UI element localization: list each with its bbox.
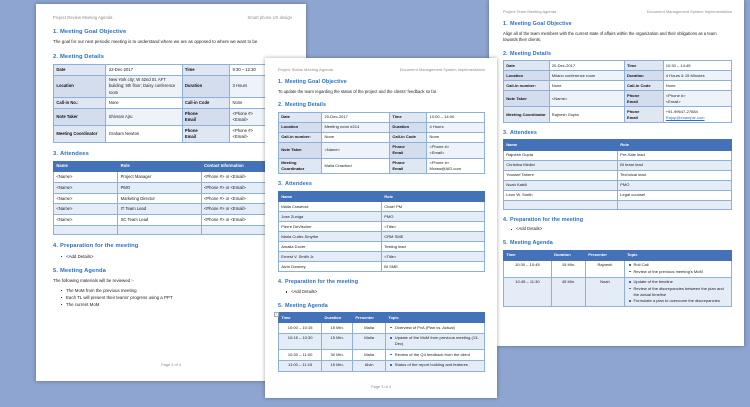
detail-value: <Name> — [549, 91, 624, 107]
detail-label: Phone Email — [390, 142, 427, 158]
detail-label: Meeting Coordinator — [279, 158, 322, 174]
table-cell: Technical lead — [618, 170, 732, 180]
table-row — [54, 125, 292, 142]
section-title: Meeting Agenda — [510, 240, 553, 247]
header-left-text: Project Team Meeting Agenda — [503, 9, 557, 14]
agenda-time: 10:00 – 10:15 — [279, 323, 322, 334]
detail-value: <Phone #> Mcraw@AID.com — [427, 158, 485, 174]
section-number: 4. — [278, 279, 283, 286]
agenda-topic-item: Review of the discrepancies between the plan and the actual timeline — [634, 286, 729, 298]
agenda-duration: 45 Min. — [551, 277, 585, 306]
attendees-table — [278, 191, 485, 272]
detail-label: Time — [624, 61, 663, 71]
section-number: 5. — [503, 240, 508, 247]
detail-label: Duration — [390, 122, 427, 132]
table-cell: Christina Medici — [504, 160, 618, 170]
meeting-agenda-table — [278, 312, 485, 371]
section-heading-goal — [503, 21, 732, 27]
detail-value: 10:00 – 14:00 — [427, 112, 485, 122]
table-cell: <Name> — [54, 215, 118, 226]
table-cell: <Phone #> or <Email> — [201, 183, 291, 194]
section-heading-preparation — [503, 217, 732, 223]
document-header — [278, 67, 485, 72]
detail-label: Call-in Code — [390, 132, 427, 142]
table-row — [54, 215, 292, 226]
table-cell: <Phone #> or <Email> — [201, 193, 291, 204]
attendees-body — [279, 202, 485, 272]
table-cell: PMO — [618, 180, 732, 190]
attendees-body — [504, 150, 732, 209]
meeting-details-table — [278, 112, 485, 175]
section-number: 3. — [278, 181, 283, 188]
detail-label: Meeting Coordinator — [54, 125, 106, 142]
preparation-bullets — [278, 289, 485, 296]
agenda-duration: 30 Min. — [322, 350, 353, 361]
section-number: 3. — [503, 129, 508, 136]
table-cell: BI team lead — [618, 160, 732, 170]
section-heading-goal — [278, 79, 485, 85]
agenda-duration: 15 Min. — [322, 323, 353, 334]
goal-body-text: Align all of the team members with the current state of affairs within the organization and their obligations as a team towards their clients. — [503, 30, 717, 42]
agenda-duration: 15 Min. — [322, 333, 353, 350]
agenda-body — [504, 260, 732, 307]
table-row-empty — [54, 225, 292, 235]
table-cell: Amalia Dover — [279, 242, 382, 252]
table-cell: Chair/ PM — [382, 202, 485, 212]
column-header: Role — [118, 161, 201, 172]
agenda-presenter: Rajnesh — [586, 260, 625, 277]
table-cell: Youssef Tahere — [504, 170, 618, 180]
table-row — [54, 183, 292, 194]
section-title: Meeting Goal Objective — [510, 21, 572, 27]
detail-label: Date — [54, 64, 106, 75]
header-right-text: Document Management System Implementation — [399, 67, 485, 72]
detail-label: Phone Email — [182, 109, 230, 126]
table-row — [279, 132, 485, 142]
details-body — [279, 112, 485, 174]
section-heading-attendees — [278, 181, 485, 187]
table-row — [279, 112, 485, 122]
detail-value: <Phone #> <Email> — [230, 109, 292, 126]
table-row — [279, 222, 485, 232]
section-number: 1. — [53, 29, 59, 35]
section-heading-preparation — [53, 243, 292, 249]
table-cell: Pre-Sale lead — [618, 150, 732, 160]
table-row — [54, 109, 292, 126]
detail-label: Call-in No.: — [54, 98, 106, 109]
table-row — [279, 232, 485, 242]
table-cell: <Name> — [54, 193, 118, 204]
table-row — [279, 242, 485, 252]
table-row — [279, 333, 485, 350]
column-header: Name — [504, 140, 618, 150]
detail-value: Shivram Ajru — [106, 109, 182, 126]
table-cell: Rajnesh Gupta — [504, 150, 618, 160]
table-cell: <Title> — [382, 222, 485, 232]
attendees-table — [503, 139, 732, 209]
section-title: Meeting Details — [510, 50, 552, 57]
table-row — [504, 61, 732, 71]
section-heading-details — [53, 54, 292, 60]
agenda-presenter: Alvin — [353, 360, 386, 371]
detail-label: Call-in Code — [182, 98, 230, 109]
column-header: Duration — [322, 313, 353, 323]
section-title: Meeting Details — [60, 53, 105, 60]
section-number: 4. — [53, 243, 59, 250]
table-row — [279, 350, 485, 361]
detail-value: <Name> — [322, 142, 390, 158]
detail-label: Phone Email — [390, 158, 427, 174]
section-heading-attendees — [53, 151, 292, 157]
detail-value: None — [427, 132, 485, 142]
detail-label: Call-in Code — [624, 81, 663, 91]
detail-value: +91-99647-27884 Rajup@example.com — [663, 107, 731, 123]
section-title: Attendees — [285, 181, 312, 188]
section-heading-details — [503, 51, 732, 57]
document-header — [53, 15, 292, 20]
detail-value: None — [106, 98, 182, 109]
table-cell: <Phone #> or <Email> — [201, 215, 291, 226]
agenda-topic-item: Formulate a plan to overcome the discrepancies — [634, 298, 729, 304]
bullet-item: The MoM from the previous meeting — [66, 287, 292, 294]
section-number: 3. — [53, 150, 59, 157]
bullet-item: Each TL will present their teams' progress using a PPT — [66, 294, 292, 301]
table-cell: Leon W. Smith — [504, 190, 618, 200]
agenda-topic-item: Overview of PvA (Plan vs. Actual) — [395, 325, 482, 331]
column-header: Contact Information — [201, 161, 291, 172]
header-left-text: Project Review Meeting Agenda — [53, 15, 113, 20]
detail-label: Date — [279, 112, 322, 122]
agenda-presenter: Malia — [353, 323, 386, 334]
column-header: Topic — [624, 250, 731, 260]
table-move-handle[interactable]: ✛ — [275, 313, 278, 317]
attendees-body — [54, 172, 292, 235]
table-cell: Testing lead — [382, 242, 485, 252]
detail-value: Malia Crawford — [322, 158, 390, 174]
table-row — [54, 64, 292, 75]
table-cell — [618, 200, 732, 209]
detail-value: None — [663, 81, 731, 91]
detail-label: Location — [504, 71, 550, 81]
bullet-item: The current MoM — [66, 301, 292, 308]
agenda-duration: 15 Min. — [322, 360, 353, 371]
detail-value: 10:30 – 14:45 — [663, 61, 731, 71]
table-row — [504, 180, 732, 190]
document-project-status-meeting-agenda[interactable] — [265, 58, 497, 398]
detail-label: Note Taker — [504, 91, 550, 107]
table-row — [54, 204, 292, 215]
page-content — [489, 0, 744, 346]
section-number: 2. — [503, 50, 508, 57]
detail-value: None — [549, 81, 624, 91]
detail-label: Note Taker — [279, 142, 322, 158]
table-row — [279, 212, 485, 222]
bullet-item: <Add Details> — [291, 289, 485, 296]
meeting-agenda-table — [503, 250, 732, 308]
table-cell: Pierre DeVischer — [279, 222, 382, 232]
agenda-topic — [386, 350, 485, 361]
agenda-bullets — [53, 287, 292, 308]
column-header: Presenter — [586, 250, 625, 260]
table-cell: Noah Kabili — [504, 180, 618, 190]
table-row — [504, 260, 732, 277]
section-title: Meeting Goal Objective — [60, 29, 127, 35]
detail-value: 20-Dec-2017 — [322, 112, 390, 122]
agenda-topic-item: Status of the report building and features — [395, 362, 482, 368]
column-header: Time — [504, 250, 552, 260]
agenda-topic — [386, 323, 485, 334]
table-row — [54, 98, 292, 109]
table-row — [504, 107, 732, 123]
detail-value: Rajnesh Gupta — [549, 107, 624, 123]
document-project-team-meeting-agenda[interactable] — [489, 0, 744, 346]
table-cell: PMO — [382, 212, 485, 222]
detail-value: 22-Dec-2017 — [106, 64, 182, 75]
header-right-text: Smart phone UX design — [247, 15, 292, 20]
preparation-bullets — [53, 253, 292, 260]
section-title: Preparation for the meeting — [510, 216, 584, 223]
table-cell — [54, 225, 118, 235]
section-heading-preparation — [278, 279, 485, 285]
section-number: 1. — [278, 79, 283, 85]
table-cell — [118, 225, 201, 235]
section-number: 2. — [53, 53, 59, 60]
table-row — [279, 252, 485, 262]
detail-value: <Phone #> <Email> — [427, 142, 485, 158]
table-row — [54, 172, 292, 183]
detail-label: Phone Email — [624, 107, 663, 123]
table-cell: SC Team Lead — [118, 215, 201, 226]
page-content — [265, 58, 497, 398]
agenda-duration: 15 Min. — [551, 260, 585, 277]
detail-value: 20-Dec-2017 — [549, 61, 624, 71]
table-cell: Project Manager — [118, 172, 201, 183]
detail-label: Location — [54, 75, 106, 98]
meeting-details-table — [53, 64, 292, 143]
detail-value: 9:30 – 12:30 — [230, 64, 292, 75]
detail-value: Graham Newton — [106, 125, 182, 142]
section-title: Attendees — [60, 150, 89, 157]
table-row — [279, 262, 485, 272]
table-cell: <Title> — [382, 252, 485, 262]
section-heading-attendees — [503, 130, 732, 136]
table-row — [504, 150, 732, 160]
agenda-time: 10:15 – 10:30 — [279, 333, 322, 350]
detail-value: <Phone #> <Email> — [663, 91, 731, 107]
section-heading-agenda — [53, 268, 292, 274]
preparation-bullets — [503, 226, 732, 233]
agenda-time: 10:30 – 10:45 — [504, 260, 552, 277]
agenda-topic — [386, 333, 485, 350]
section-number: 4. — [503, 216, 508, 223]
detail-label: Call-in number: — [279, 132, 322, 142]
detail-value: 4 Hours & 15 Minutes — [663, 71, 731, 81]
section-number: 5. — [278, 302, 283, 309]
table-row — [279, 142, 485, 158]
agenda-presenter: Malia — [353, 350, 386, 361]
section-heading-agenda — [503, 240, 732, 246]
detail-value: Milano conference room — [549, 71, 624, 81]
agenda-presenter: Noah — [586, 277, 625, 306]
detail-label: Phone Email — [182, 125, 230, 142]
header-right-text: Document Management System Implementation — [646, 9, 732, 14]
table-cell: <Phone #> or <Email> — [201, 172, 291, 183]
detail-label: Note Taker — [54, 109, 106, 126]
column-header: Time — [279, 313, 322, 323]
section-title: Preparation for the meeting — [60, 243, 139, 250]
section-title: Meeting Details — [285, 102, 327, 108]
details-body — [54, 64, 292, 142]
detail-label: Duration — [182, 75, 230, 98]
attendees-table — [53, 161, 292, 236]
table-row — [279, 323, 485, 334]
section-number: 2. — [278, 102, 283, 108]
bullet-item: <Add Details> — [66, 253, 292, 260]
agenda-topic-item: Roll Call — [634, 262, 729, 268]
agenda-time: 10:30 – 11:00 — [279, 350, 322, 361]
detail-value: None — [322, 132, 390, 142]
table-row — [279, 122, 485, 132]
detail-label: Time — [390, 112, 427, 122]
agenda-topic-item: Update of the timeline — [634, 279, 729, 285]
table-row — [504, 91, 732, 107]
table-cell: Maria Cutler-Smythe — [279, 232, 382, 242]
table-row — [504, 71, 732, 81]
table-row — [279, 360, 485, 371]
table-cell: Jose Zuniga — [279, 212, 382, 222]
section-title: Meeting Agenda — [60, 268, 106, 275]
table-cell: <Name> — [54, 172, 118, 183]
table-row — [504, 190, 732, 200]
section-number: 5. — [53, 268, 59, 275]
agenda-topic — [624, 260, 731, 277]
detail-value: 4 Hours — [427, 122, 485, 132]
table-row — [279, 158, 485, 174]
email-link[interactable]: Rajup@example.com — [665, 114, 705, 120]
table-cell: CRM SME — [382, 232, 485, 242]
detail-label: Location — [279, 122, 322, 132]
section-heading-goal — [53, 29, 292, 35]
section-title: Attendees — [510, 129, 537, 136]
table-row — [279, 202, 485, 212]
detail-value: Meeting room #214 — [322, 122, 390, 132]
agenda-body — [279, 323, 485, 371]
table-cell: Marketing Director — [118, 193, 201, 204]
table-row — [504, 160, 732, 170]
detail-label: Duration — [624, 71, 663, 81]
table-cell: Legal counsel — [618, 190, 732, 200]
detail-value: None — [230, 98, 292, 109]
table-row — [54, 75, 292, 98]
column-header: Topic — [386, 313, 485, 323]
detail-label: Phone Email — [624, 91, 663, 107]
table-cell: Alvin Downey — [279, 262, 382, 272]
agenda-topic-item: Update of the MoM from previous meeting (13-Dec) — [395, 335, 482, 347]
meeting-details-table — [503, 60, 732, 123]
goal-body-text: To update the team regarding the status of the project and the clients' feedback so far. — [278, 88, 438, 94]
table-row — [504, 170, 732, 180]
column-header: Name — [279, 191, 382, 201]
table-cell: <Name> — [54, 204, 118, 215]
agenda-header-row — [504, 250, 732, 260]
table-row-empty — [504, 200, 732, 209]
table-row — [504, 277, 732, 306]
detail-label: Meeting Coordinator — [504, 107, 550, 123]
table-cell: BI SME — [382, 262, 485, 272]
agenda-topic — [624, 277, 731, 306]
table-cell: <Name> — [54, 183, 118, 194]
bullet-item: <Add Details> — [516, 226, 732, 233]
detail-label: Call-in number: — [504, 81, 550, 91]
column-header: Role — [618, 140, 732, 150]
page-footer: Page 3 of 4 — [161, 362, 181, 367]
header-left-text: Project Status Meeting Agenda — [278, 67, 333, 72]
table-cell: <Phone #> or <Email> — [201, 204, 291, 215]
detail-label: Date — [504, 61, 550, 71]
table-cell: Malia Crawford — [279, 202, 382, 212]
section-number: 1. — [503, 21, 508, 27]
page-footer: Page 3 of 4 — [371, 384, 391, 389]
agenda-presenter: Malia — [353, 333, 386, 350]
agenda-topic-item: Review of the Q4 feedback from the client — [395, 352, 482, 358]
agenda-topic-item: Review of the previous meeting's MoM — [634, 269, 729, 275]
agenda-topic — [386, 360, 485, 371]
attendees-header-row — [279, 191, 485, 201]
agenda-intro-text: The following materials will be reviewed :- — [53, 278, 135, 284]
table-row — [504, 81, 732, 91]
section-title: Preparation for the meeting — [285, 279, 359, 286]
table-cell: IT Team Lead — [118, 204, 201, 215]
detail-value: New York city; W 42nd St. AFT building; 5th floor; Daisy conference room — [106, 75, 182, 98]
agenda-time: 11:00 – 11:15 — [279, 360, 322, 371]
detail-value: <Phone #> <Email> — [230, 125, 292, 142]
table-cell: PMO — [118, 183, 201, 194]
section-title: Meeting Goal Objective — [285, 79, 347, 85]
detail-value: 3 Hours — [230, 75, 292, 98]
details-body — [504, 61, 732, 123]
section-heading-agenda — [278, 303, 485, 309]
section-title: Meeting Agenda — [285, 302, 328, 309]
column-header: Name — [54, 161, 118, 172]
column-header: Presenter — [353, 313, 386, 323]
section-heading-details — [278, 102, 485, 108]
table-cell: Ernest V. Smith Jr. — [279, 252, 382, 262]
table-cell — [504, 200, 618, 209]
column-header: Duration — [551, 250, 585, 260]
detail-label: Time — [182, 64, 230, 75]
agenda-header-row — [279, 313, 485, 323]
goal-body-text: The goal for our next periodic meeting is to understand where we are as opposed to where we want to be. — [53, 39, 259, 44]
document-header — [503, 9, 732, 14]
attendees-header-row — [504, 140, 732, 150]
attendees-header-row — [54, 161, 292, 172]
agenda-time: 10:45 – 11:30 — [504, 277, 552, 306]
column-header: Role — [382, 191, 485, 201]
table-row — [54, 193, 292, 204]
